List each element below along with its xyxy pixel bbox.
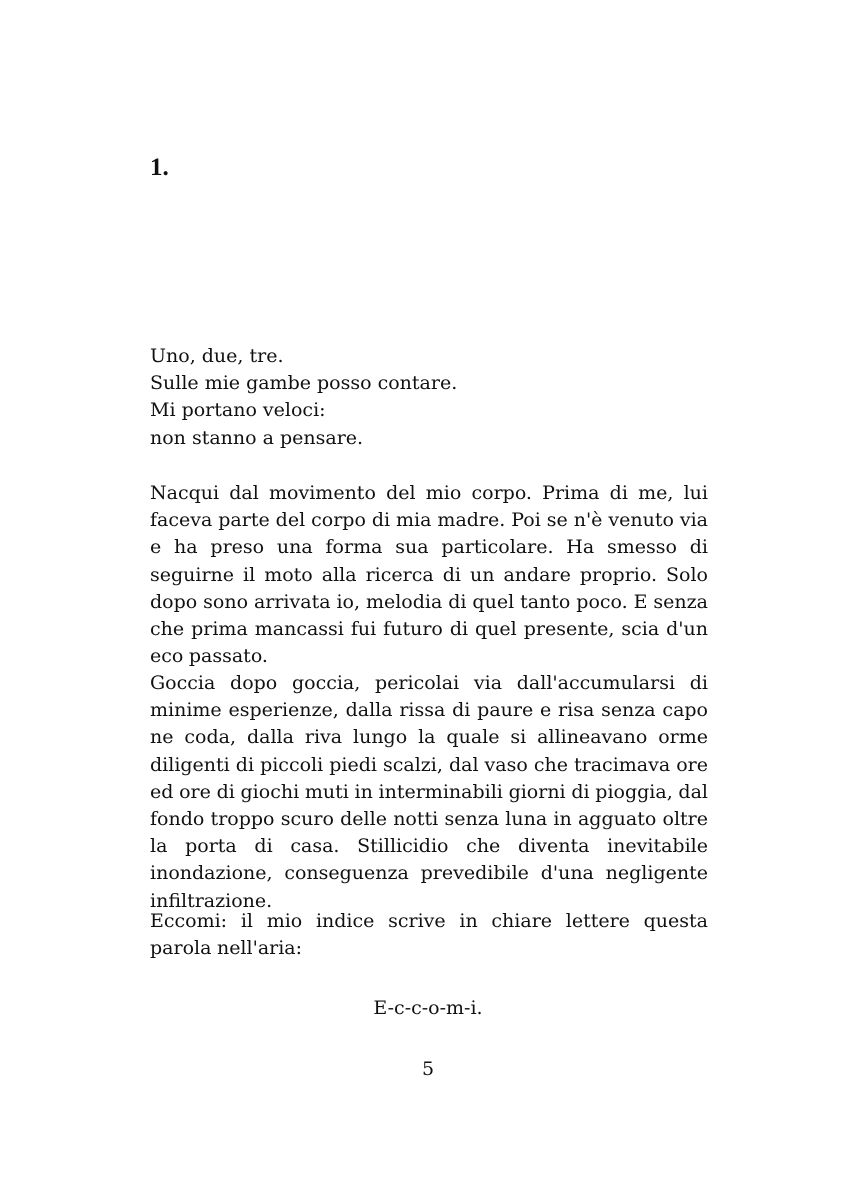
paragraph-birth: Nacqui dal movimento del mio corpo. Prima di me, lui faceva parte del corpo di mia madre. Poi se n'è venuto via e ha preso una forma sua particolare. Ha smesso di seguirne il moto alla ricerca di un andare proprio. Solo dopo sono arrivata io, melodia di quel tanto poco. E senza che prima mancassi fui futuro di quel presente, scia d'un eco passato. (150, 482, 708, 668)
paragraph-eccomi: Eccomi: il mio indice scrive in chiare lettere questa parola nell'aria: (150, 910, 708, 960)
opening-verse (150, 343, 708, 452)
verse-line: Mi portano veloci: (150, 399, 326, 422)
spelled-word: E-c-c-o-m-i. (373, 997, 483, 1019)
chapter-number: 1. (150, 154, 169, 181)
page-number: 5 (421, 1058, 435, 1080)
verse-line: Sulle mie gambe posso contare. (150, 372, 458, 395)
paragraph-drops: Goccia dopo goccia, pericolai via dall'accumularsi di minime esperienze, dalla rissa di paure e risa senza capo ne coda, dalla riva lungo la quale si allineavano orme diligenti di piccoli piedi scalzi, dal vaso che tracimava ore ed ore di giochi muti in interminabili giorni di pioggia, dal fondo troppo scuro delle notti senza luna in agguato oltre la porta di casa. Stillicidio che diventa inevitabile inondazione, conseguenza prevedibile d'una negligente infiltrazione. (150, 672, 708, 912)
verse-line: Uno, due, tre. (150, 345, 284, 367)
verse-line: non stanno a pensare. (150, 426, 364, 449)
